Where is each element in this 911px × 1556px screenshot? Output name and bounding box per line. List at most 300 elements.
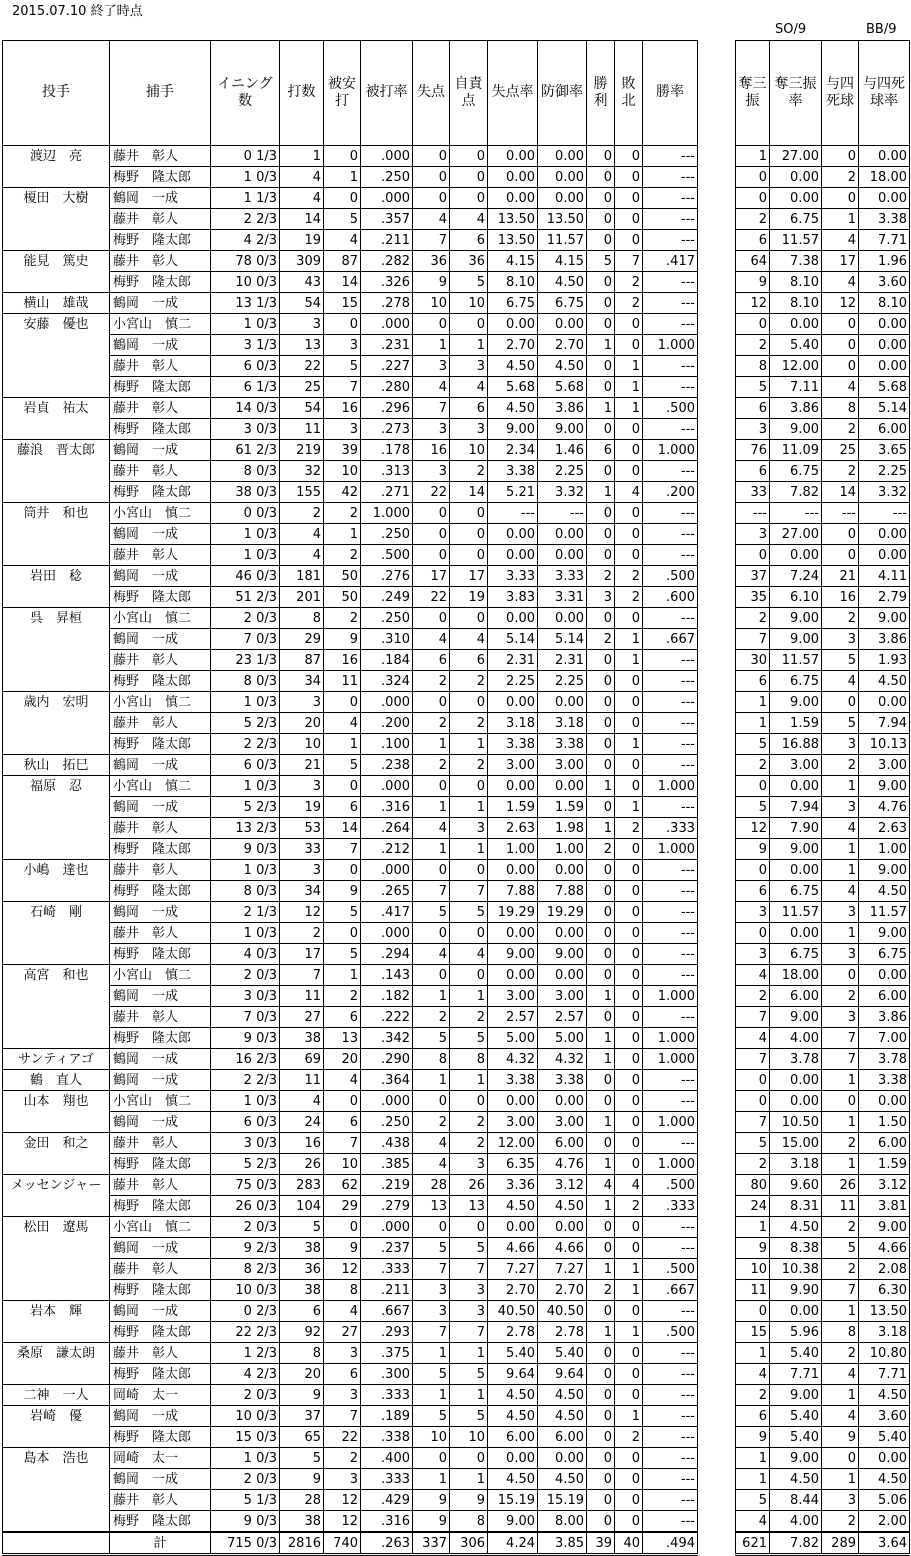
cell-wins: 1 <box>587 398 615 419</box>
cell-era: 4.50 <box>538 1469 587 1490</box>
cell-wins: 1 <box>587 1028 615 1049</box>
cell-opp-avg: .264 <box>361 818 413 839</box>
cell-win-pct: --- <box>643 461 698 482</box>
cell-bb-per-9: 5.40 <box>859 1427 910 1448</box>
cell-pitcher: 島本 浩也 <box>3 1448 110 1469</box>
cell-catcher: 藤井 彰人 <box>110 398 211 419</box>
cell-at-bats: 43 <box>280 272 324 293</box>
cell-opp-avg: .333 <box>361 1385 413 1406</box>
cell-hits-allowed: 14 <box>324 272 361 293</box>
header-row <box>3 41 698 146</box>
cell-win-pct: .333 <box>643 818 698 839</box>
cell-innings: 26 0/3 <box>211 1196 280 1217</box>
cell-walks-hbp: 1 <box>822 1070 859 1091</box>
cell-at-bats: 2816 <box>280 1532 324 1555</box>
cell-so-per-9: 9.00 <box>770 1007 822 1028</box>
cell-win-pct: 1.000 <box>643 1154 698 1175</box>
cell-runs: 0 <box>413 860 450 881</box>
cell-win-pct: --- <box>643 293 698 314</box>
cell-win-pct: --- <box>643 1469 698 1490</box>
cell-runs: 7 <box>413 230 450 251</box>
cell-wins: 1 <box>587 776 615 797</box>
cell-opp-avg: .438 <box>361 1133 413 1154</box>
cell-hits-allowed: 5 <box>324 755 361 776</box>
cell-runs: 16 <box>413 440 450 461</box>
table-row <box>3 440 698 461</box>
cell-bb-per-9: 1.93 <box>859 650 910 671</box>
cell-strikeouts: 2 <box>736 1154 770 1175</box>
k-table-row <box>736 944 910 965</box>
cell-so-per-9: 11.57 <box>770 902 822 923</box>
cell-catcher: 鶴岡 一成 <box>110 797 211 818</box>
cell-pitcher <box>3 1532 110 1555</box>
cell-era: 2.25 <box>538 461 587 482</box>
cell-earned-runs: 26 <box>450 1175 488 1196</box>
cell-era: 4.50 <box>538 1196 587 1217</box>
cell-pitcher <box>3 1007 110 1028</box>
cell-walks-hbp: 2 <box>822 755 859 776</box>
cell-losses: 2 <box>615 818 643 839</box>
cell-win-pct: --- <box>643 797 698 818</box>
cell-run-avg: 3.83 <box>488 587 538 608</box>
cell-at-bats: 20 <box>280 713 324 734</box>
cell-so-per-9: 5.40 <box>770 1427 822 1448</box>
cell-catcher: 鶴岡 一成 <box>110 1070 211 1091</box>
cell-at-bats: 21 <box>280 755 324 776</box>
cell-runs: 3 <box>413 419 450 440</box>
cell-strikeouts: 5 <box>736 1133 770 1154</box>
cell-opp-avg: .273 <box>361 419 413 440</box>
cell-wins: 0 <box>587 356 615 377</box>
cell-so-per-9: 7.38 <box>770 251 822 272</box>
cell-at-bats: 1 <box>280 146 324 167</box>
cell-losses: 0 <box>615 965 643 986</box>
header-catcher: 捕手 <box>110 41 211 146</box>
cell-runs: 1 <box>413 839 450 860</box>
table-row <box>3 1091 698 1112</box>
k-table-row <box>736 314 910 335</box>
cell-strikeouts: 7 <box>736 1007 770 1028</box>
cell-earned-runs: 4 <box>450 209 488 230</box>
cell-innings: 22 2/3 <box>211 1322 280 1343</box>
cell-wins: 0 <box>587 923 615 944</box>
cell-wins: 0 <box>587 692 615 713</box>
cell-walks-hbp: 2 <box>822 1343 859 1364</box>
cell-walks-hbp: 26 <box>822 1175 859 1196</box>
cell-at-bats: 92 <box>280 1322 324 1343</box>
cell-walks-hbp: 0 <box>822 146 859 167</box>
cell-strikeouts: 6 <box>736 881 770 902</box>
cell-wins: 1 <box>587 1154 615 1175</box>
table-row <box>3 713 698 734</box>
cell-innings: 61 2/3 <box>211 440 280 461</box>
table-row <box>3 923 698 944</box>
cell-pitcher <box>3 1112 110 1133</box>
cell-hits-allowed: 50 <box>324 566 361 587</box>
cell-hits-allowed: 20 <box>324 1049 361 1070</box>
cell-hits-allowed: 1 <box>324 167 361 188</box>
cell-innings: 0 0/3 <box>211 503 280 524</box>
k-table-row <box>736 398 910 419</box>
cell-so-per-9: 11.57 <box>770 230 822 251</box>
cell-opp-avg: .250 <box>361 1112 413 1133</box>
cell-opp-avg: .000 <box>361 776 413 797</box>
cell-runs: 4 <box>413 629 450 650</box>
cell-bb-per-9: 0.00 <box>859 146 910 167</box>
cell-opp-avg: .375 <box>361 1343 413 1364</box>
cell-wins: 0 <box>587 1511 615 1533</box>
cell-innings: 6 0/3 <box>211 755 280 776</box>
cell-strikeouts: 9 <box>736 839 770 860</box>
cell-strikeouts: 621 <box>736 1532 770 1555</box>
table-row <box>3 587 698 608</box>
cell-opp-avg: 1.000 <box>361 503 413 524</box>
cell-bb-per-9: 7.71 <box>859 230 910 251</box>
cell-opp-avg: .184 <box>361 650 413 671</box>
cell-losses: 0 <box>615 440 643 461</box>
cell-at-bats: 38 <box>280 1238 324 1259</box>
cell-at-bats: 4 <box>280 167 324 188</box>
cell-opp-avg: .250 <box>361 524 413 545</box>
cell-hits-allowed: 0 <box>324 923 361 944</box>
cell-walks-hbp: 1 <box>822 923 859 944</box>
cell-earned-runs: 4 <box>450 377 488 398</box>
cell-opp-avg: .310 <box>361 629 413 650</box>
k-table-row <box>736 1217 910 1238</box>
cell-run-avg: 9.00 <box>488 944 538 965</box>
cell-opp-avg: .278 <box>361 293 413 314</box>
cell-strikeouts: 2 <box>736 986 770 1007</box>
table-row <box>3 1469 698 1490</box>
k-table-row <box>736 734 910 755</box>
cell-at-bats: 87 <box>280 650 324 671</box>
cell-pitcher <box>3 650 110 671</box>
cell-strikeouts: 3 <box>736 944 770 965</box>
cell-era: 4.15 <box>538 251 587 272</box>
cell-era: 4.50 <box>538 356 587 377</box>
cell-bb-per-9: 0.00 <box>859 1091 910 1112</box>
cell-so-per-9: 3.78 <box>770 1049 822 1070</box>
k-table-row <box>736 881 910 902</box>
cell-so-per-9: 9.60 <box>770 1175 822 1196</box>
header-so-per-9: 奪三振率 <box>770 41 822 146</box>
cell-opp-avg: .219 <box>361 1175 413 1196</box>
cell-opp-avg: .333 <box>361 1469 413 1490</box>
cell-wins: 0 <box>587 1427 615 1448</box>
cell-win-pct: --- <box>643 146 698 167</box>
cell-hits-allowed: 7 <box>324 839 361 860</box>
header-run-avg: 失点率 <box>488 41 538 146</box>
k-table-row <box>736 566 910 587</box>
k-table-row <box>736 818 910 839</box>
cell-walks-hbp: 3 <box>822 797 859 818</box>
cell-era: 7.88 <box>538 881 587 902</box>
table-row <box>3 608 698 629</box>
cell-opp-avg: .143 <box>361 965 413 986</box>
cell-bb-per-9: 4.66 <box>859 1238 910 1259</box>
cell-hits-allowed: 13 <box>324 1028 361 1049</box>
cell-strikeouts: 11 <box>736 1280 770 1301</box>
cell-so-per-9: 9.00 <box>770 419 822 440</box>
cell-earned-runs: 1 <box>450 1343 488 1364</box>
cell-innings: 6 0/3 <box>211 1112 280 1133</box>
cell-win-pct: --- <box>643 1091 698 1112</box>
cell-so-per-9: 0.00 <box>770 167 822 188</box>
cell-wins: 1 <box>587 986 615 1007</box>
cell-walks-hbp: 4 <box>822 1364 859 1385</box>
cell-hits-allowed: 5 <box>324 356 361 377</box>
cell-win-pct: --- <box>643 1343 698 1364</box>
cell-strikeouts: 2 <box>736 209 770 230</box>
cell-so-per-9: 6.75 <box>770 461 822 482</box>
table-row <box>3 1217 698 1238</box>
table-row <box>3 1448 698 1469</box>
cell-bb-per-9: 5.68 <box>859 377 910 398</box>
k-table-row <box>736 272 910 293</box>
cell-run-avg: --- <box>488 503 538 524</box>
cell-innings: 1 0/3 <box>211 692 280 713</box>
cell-so-per-9: 8.10 <box>770 293 822 314</box>
cell-bb-per-9: 3.65 <box>859 440 910 461</box>
cell-win-pct: --- <box>643 209 698 230</box>
table-row <box>3 167 698 188</box>
cell-innings: 5 2/3 <box>211 797 280 818</box>
cell-bb-per-9: 6.75 <box>859 944 910 965</box>
cell-at-bats: 32 <box>280 461 324 482</box>
cell-runs: 1 <box>413 734 450 755</box>
cell-win-pct: --- <box>643 419 698 440</box>
cell-earned-runs: 5 <box>450 272 488 293</box>
cell-walks-hbp: 2 <box>822 167 859 188</box>
cell-losses: 0 <box>615 461 643 482</box>
cell-hits-allowed: 4 <box>324 230 361 251</box>
cell-pitcher <box>3 734 110 755</box>
cell-catcher: 藤井 彰人 <box>110 860 211 881</box>
cell-catcher: 梅野 隆太郎 <box>110 1280 211 1301</box>
cell-run-avg: 12.00 <box>488 1133 538 1154</box>
table-row <box>3 1238 698 1259</box>
cell-so-per-9: 3.86 <box>770 398 822 419</box>
cell-pitcher: サンティアゴ <box>3 1049 110 1070</box>
cell-strikeouts: 5 <box>736 1490 770 1511</box>
cell-win-pct: --- <box>643 314 698 335</box>
header-walks-hbp: 与四死球 <box>822 41 859 146</box>
cell-wins: 0 <box>587 881 615 902</box>
cell-innings: 1 1/3 <box>211 188 280 209</box>
cell-wins: 1 <box>587 1196 615 1217</box>
table-row <box>3 461 698 482</box>
cell-wins: 0 <box>587 461 615 482</box>
cell-catcher: 梅野 隆太郎 <box>110 944 211 965</box>
cell-win-pct: --- <box>643 503 698 524</box>
cell-losses: 0 <box>615 608 643 629</box>
cell-losses: 0 <box>615 986 643 1007</box>
cell-earned-runs: 7 <box>450 1322 488 1343</box>
cell-earned-runs: 3 <box>450 1301 488 1322</box>
cell-losses: 0 <box>615 1238 643 1259</box>
cell-losses: 0 <box>615 671 643 692</box>
cell-at-bats: 38 <box>280 1280 324 1301</box>
cell-opp-avg: .238 <box>361 755 413 776</box>
cell-pitcher: 秋山 拓巳 <box>3 755 110 776</box>
cell-so-per-9: 0.00 <box>770 188 822 209</box>
cell-run-avg: 3.00 <box>488 986 538 1007</box>
cell-walks-hbp: 7 <box>822 1028 859 1049</box>
table-row <box>3 1112 698 1133</box>
cell-bb-per-9: 3.12 <box>859 1175 910 1196</box>
cell-runs: 0 <box>413 545 450 566</box>
cell-era: 5.68 <box>538 377 587 398</box>
cell-at-bats: 19 <box>280 797 324 818</box>
cell-pitcher <box>3 1427 110 1448</box>
cell-pitcher: 石崎 剛 <box>3 902 110 923</box>
cell-run-avg: 8.10 <box>488 272 538 293</box>
cell-win-pct: .667 <box>643 1280 698 1301</box>
cell-innings: 1 0/3 <box>211 524 280 545</box>
cell-opp-avg: .189 <box>361 1406 413 1427</box>
cell-earned-runs: 4 <box>450 944 488 965</box>
cell-win-pct: --- <box>643 755 698 776</box>
cell-walks-hbp: 3 <box>822 629 859 650</box>
cell-so-per-9: 1.59 <box>770 713 822 734</box>
cell-era: 3.32 <box>538 482 587 503</box>
cell-walks-hbp: 3 <box>822 1490 859 1511</box>
k-table-row <box>736 1091 910 1112</box>
cell-bb-per-9: 0.00 <box>859 188 910 209</box>
table-row <box>3 1385 698 1406</box>
cell-runs: 5 <box>413 1364 450 1385</box>
cell-so-per-9: 4.50 <box>770 1217 822 1238</box>
cell-era: 6.00 <box>538 1133 587 1154</box>
cell-hits-allowed: 2 <box>324 545 361 566</box>
cell-strikeouts: 2 <box>736 1385 770 1406</box>
cell-catcher: 計 <box>110 1532 211 1555</box>
cell-run-avg: 3.38 <box>488 734 538 755</box>
cell-walks-hbp: 0 <box>822 524 859 545</box>
cell-runs: 0 <box>413 1091 450 1112</box>
cell-walks-hbp: 0 <box>822 314 859 335</box>
cell-era: 1.00 <box>538 839 587 860</box>
cell-runs: 0 <box>413 776 450 797</box>
cell-losses: 0 <box>615 1385 643 1406</box>
cell-walks-hbp: --- <box>822 503 859 524</box>
cell-run-avg: 13.50 <box>488 209 538 230</box>
cell-bb-per-9: 3.18 <box>859 1322 910 1343</box>
cell-losses: 4 <box>615 1175 643 1196</box>
header-wins: 勝利 <box>587 41 615 146</box>
cell-at-bats: 65 <box>280 1427 324 1448</box>
table-row <box>3 566 698 587</box>
k-table-row <box>736 146 910 167</box>
cell-walks-hbp: 2 <box>822 1511 859 1533</box>
cell-catcher: 梅野 隆太郎 <box>110 1154 211 1175</box>
cell-bb-per-9: 3.64 <box>859 1532 910 1555</box>
cell-hits-allowed: 12 <box>324 1511 361 1533</box>
total-row <box>3 1532 698 1555</box>
cell-innings: 4 0/3 <box>211 944 280 965</box>
cell-at-bats: 219 <box>280 440 324 461</box>
cell-so-per-9: 11.09 <box>770 440 822 461</box>
cell-earned-runs: 0 <box>450 776 488 797</box>
cell-wins: 0 <box>587 734 615 755</box>
cell-earned-runs: 2 <box>450 755 488 776</box>
cell-catcher: 梅野 隆太郎 <box>110 230 211 251</box>
cell-at-bats: 25 <box>280 377 324 398</box>
cell-so-per-9: 0.00 <box>770 545 822 566</box>
cell-era: 1.46 <box>538 440 587 461</box>
cell-innings: 5 1/3 <box>211 1490 280 1511</box>
cell-runs: 36 <box>413 251 450 272</box>
header-era: 防御率 <box>538 41 587 146</box>
cell-walks-hbp: 4 <box>822 377 859 398</box>
header-pitcher: 投手 <box>3 41 110 146</box>
cell-strikeouts: 1 <box>736 713 770 734</box>
cell-win-pct: --- <box>643 1406 698 1427</box>
cell-walks-hbp: 7 <box>822 1280 859 1301</box>
table-row <box>3 1490 698 1511</box>
header-earned-runs: 自責点 <box>450 41 488 146</box>
cell-hits-allowed: 5 <box>324 209 361 230</box>
cell-walks-hbp: 1 <box>822 1385 859 1406</box>
cell-bb-per-9: 1.50 <box>859 1112 910 1133</box>
cell-win-pct: --- <box>643 377 698 398</box>
cell-innings: 2 0/3 <box>211 1385 280 1406</box>
cell-run-avg: 5.21 <box>488 482 538 503</box>
k-table-row <box>736 776 910 797</box>
cell-hits-allowed: 87 <box>324 251 361 272</box>
cell-losses: 0 <box>615 1007 643 1028</box>
cell-opp-avg: .000 <box>361 188 413 209</box>
k-table-row <box>736 860 910 881</box>
cell-walks-hbp: 8 <box>822 1322 859 1343</box>
cell-catcher: 梅野 隆太郎 <box>110 734 211 755</box>
cell-so-per-9: 9.00 <box>770 629 822 650</box>
cell-catcher: 梅野 隆太郎 <box>110 881 211 902</box>
cell-so-per-9: 27.00 <box>770 146 822 167</box>
cell-innings: 15 0/3 <box>211 1427 280 1448</box>
table-row <box>3 1259 698 1280</box>
cell-so-per-9: 6.75 <box>770 209 822 230</box>
cell-pitcher <box>3 587 110 608</box>
cell-catcher: 梅野 隆太郎 <box>110 587 211 608</box>
cell-strikeouts: 0 <box>736 923 770 944</box>
cell-earned-runs: 36 <box>450 251 488 272</box>
cell-run-avg: 1.00 <box>488 839 538 860</box>
cell-bb-per-9: 3.32 <box>859 482 910 503</box>
cell-bb-per-9: 8.10 <box>859 293 910 314</box>
cell-run-avg: 6.00 <box>488 1427 538 1448</box>
cell-walks-hbp: 1 <box>822 860 859 881</box>
cell-pitcher: 渡辺 亮 <box>3 146 110 167</box>
cell-strikeouts: 0 <box>736 167 770 188</box>
cell-so-per-9: 10.38 <box>770 1259 822 1280</box>
cell-win-pct: --- <box>643 944 698 965</box>
cell-losses: 0 <box>615 1091 643 1112</box>
cell-catcher: 梅野 隆太郎 <box>110 1427 211 1448</box>
cell-era: 0.00 <box>538 923 587 944</box>
cell-opp-avg: .279 <box>361 1196 413 1217</box>
cell-wins: 1 <box>587 1322 615 1343</box>
cell-at-bats: 26 <box>280 1154 324 1175</box>
cell-pitcher: 筒井 和也 <box>3 503 110 524</box>
cell-opp-avg: .324 <box>361 671 413 692</box>
cell-so-per-9: 7.90 <box>770 818 822 839</box>
cell-so-per-9: 0.00 <box>770 1091 822 1112</box>
cell-losses: 40 <box>615 1532 643 1555</box>
cell-era: 6.00 <box>538 1427 587 1448</box>
cell-run-avg: 3.18 <box>488 713 538 734</box>
cell-losses: 0 <box>615 755 643 776</box>
